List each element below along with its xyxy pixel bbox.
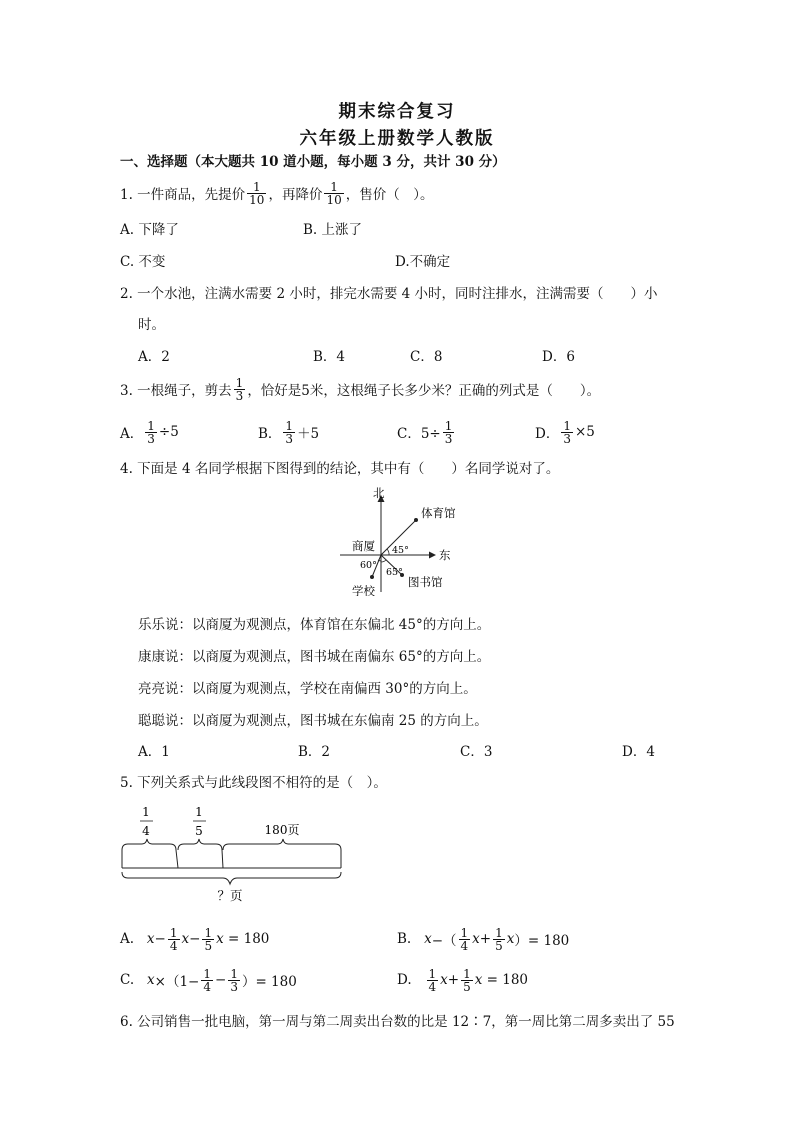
q3-option-c[interactable]: C．5÷ $\frac{1}{3}$ (397, 418, 453, 446)
angle-gym-label: 45° (392, 545, 409, 556)
q1-option-d[interactable]: D.不确定 (395, 254, 451, 270)
page-subtitle: 六年级上册数学人教版 (299, 129, 495, 149)
q2-option-c[interactable]: C．8 (410, 349, 443, 365)
center-label: 商厦 (352, 539, 375, 553)
q3-option-d[interactable]: D． $\frac{1}{3}$ ×5 (535, 418, 595, 446)
school-point (370, 575, 374, 579)
seg-total-label: ？页 (217, 888, 243, 903)
q5-option-d[interactable]: D. $\frac{1}{4}$ x + $\frac{1}{5}$ x = 180 (397, 966, 529, 994)
seg-pages-label: 180页 (264, 823, 300, 837)
q1-lead: 1. 一件商品，先提价 (120, 187, 246, 203)
q5-option-b[interactable]: B. x −（ $\frac{1}{4}$ x + $\frac{1}{5}$ x ）= 180 (397, 925, 570, 953)
q2-stem-line1: 2. 一个水池，注满水需要 2 小时，排完水需要 4 小时，同时注排水，注满需要（ ）小 (120, 286, 658, 302)
q4-option-a[interactable]: A．1 (138, 744, 170, 760)
q3-lead: 3. 一根绳子，剪去 (120, 383, 232, 399)
q5-option-c[interactable]: C. x ×（1− $\frac{1}{4}$ − $\frac{1}{3}$ ）= 180 (120, 966, 297, 994)
q1-fraction-2: $\frac{1}{10}$ (326, 179, 342, 207)
statement-3: 亮亮说：以商厦为观测点，学校在南偏西 30°的方向上。 (138, 681, 477, 697)
q2-option-d[interactable]: D．6 (542, 349, 575, 365)
q6-stem-line1: 6. 公司销售一批电脑，第一周与第二周卖出台数的比是 12∶7，第一周比第二周多卖出了 55 (120, 1014, 675, 1030)
q3-option-b[interactable]: B． $\frac{1}{3}$ ＋5 (258, 418, 320, 446)
question-3 (120, 372, 600, 406)
q4-option-d[interactable]: D．4 (622, 744, 655, 760)
q4-option-c[interactable]: C．3 (460, 744, 493, 760)
north-label: 北 (373, 486, 385, 500)
q3-fraction: $\frac{1}{3}$ (235, 375, 244, 403)
q2-option-b[interactable]: B．4 (313, 349, 346, 365)
statement-2: 康康说：以商厦为观测点，图书城在南偏东 65°的方向上。 (138, 649, 491, 665)
section-heading: 一、选择题（本大题共 10 道小题，每小题 3 分，共计 30 分） (120, 154, 506, 170)
q2-stem-line2: 时。 (138, 317, 165, 333)
gym-label: 体育馆 (421, 506, 456, 520)
q1-tail: ，售价（ ）。 (345, 187, 434, 203)
q4-stem: 4. 下面是 4 名同学根据下图得到的结论，其中有（ ）名同学说对了。 (120, 461, 560, 477)
angle-library-label: 65° (386, 567, 403, 578)
q1-option-c[interactable]: C. 不变 (120, 254, 166, 270)
question-1 (120, 176, 433, 210)
segment-diagram (110, 800, 355, 910)
seg-frac2-n: 1 (195, 805, 203, 819)
page-title: 期末综合复习 (338, 102, 456, 122)
q5-option-a[interactable]: A. x − $\frac{1}{4}$ x − $\frac{1}{5}$ x = 180 (120, 925, 270, 953)
q5-stem: 5. 下列关系式与此线段图不相符的是（ ）。 (120, 775, 387, 791)
q1-option-b[interactable]: B. 上涨了 (303, 222, 363, 238)
library-label: 图书馆 (408, 575, 443, 589)
statement-1: 乐乐说：以商厦为观测点，体育馆在东偏北 45°的方向上。 (138, 617, 491, 633)
school-label: 学校 (352, 584, 375, 596)
east-label: 东 (439, 548, 451, 562)
q3-option-a[interactable]: A． $\frac{1}{3}$ ÷5 (120, 418, 179, 446)
seg-frac2-d: 5 (195, 824, 203, 838)
gym-point (414, 518, 418, 522)
q1-option-a[interactable]: A. 下降了 (120, 222, 179, 238)
q2-option-a[interactable]: A．2 (138, 349, 170, 365)
seg-frac1-n: 1 (142, 805, 150, 819)
q1-fraction-1: $\frac{1}{10}$ (249, 179, 265, 207)
angle-school-label: 60° (360, 560, 377, 571)
q3-tail: ，恰好是5米，这根绳子长多少米？正确的列式是（ ）。 (247, 383, 601, 399)
seg-frac1-d: 4 (142, 824, 150, 838)
q4-option-b[interactable]: B．2 (298, 744, 331, 760)
direction-diagram (330, 484, 460, 596)
statement-4: 聪聪说：以商厦为观测点，图书城在东偏南 25 的方向上。 (138, 713, 488, 729)
q1-mid: ，再降价 (268, 187, 323, 203)
